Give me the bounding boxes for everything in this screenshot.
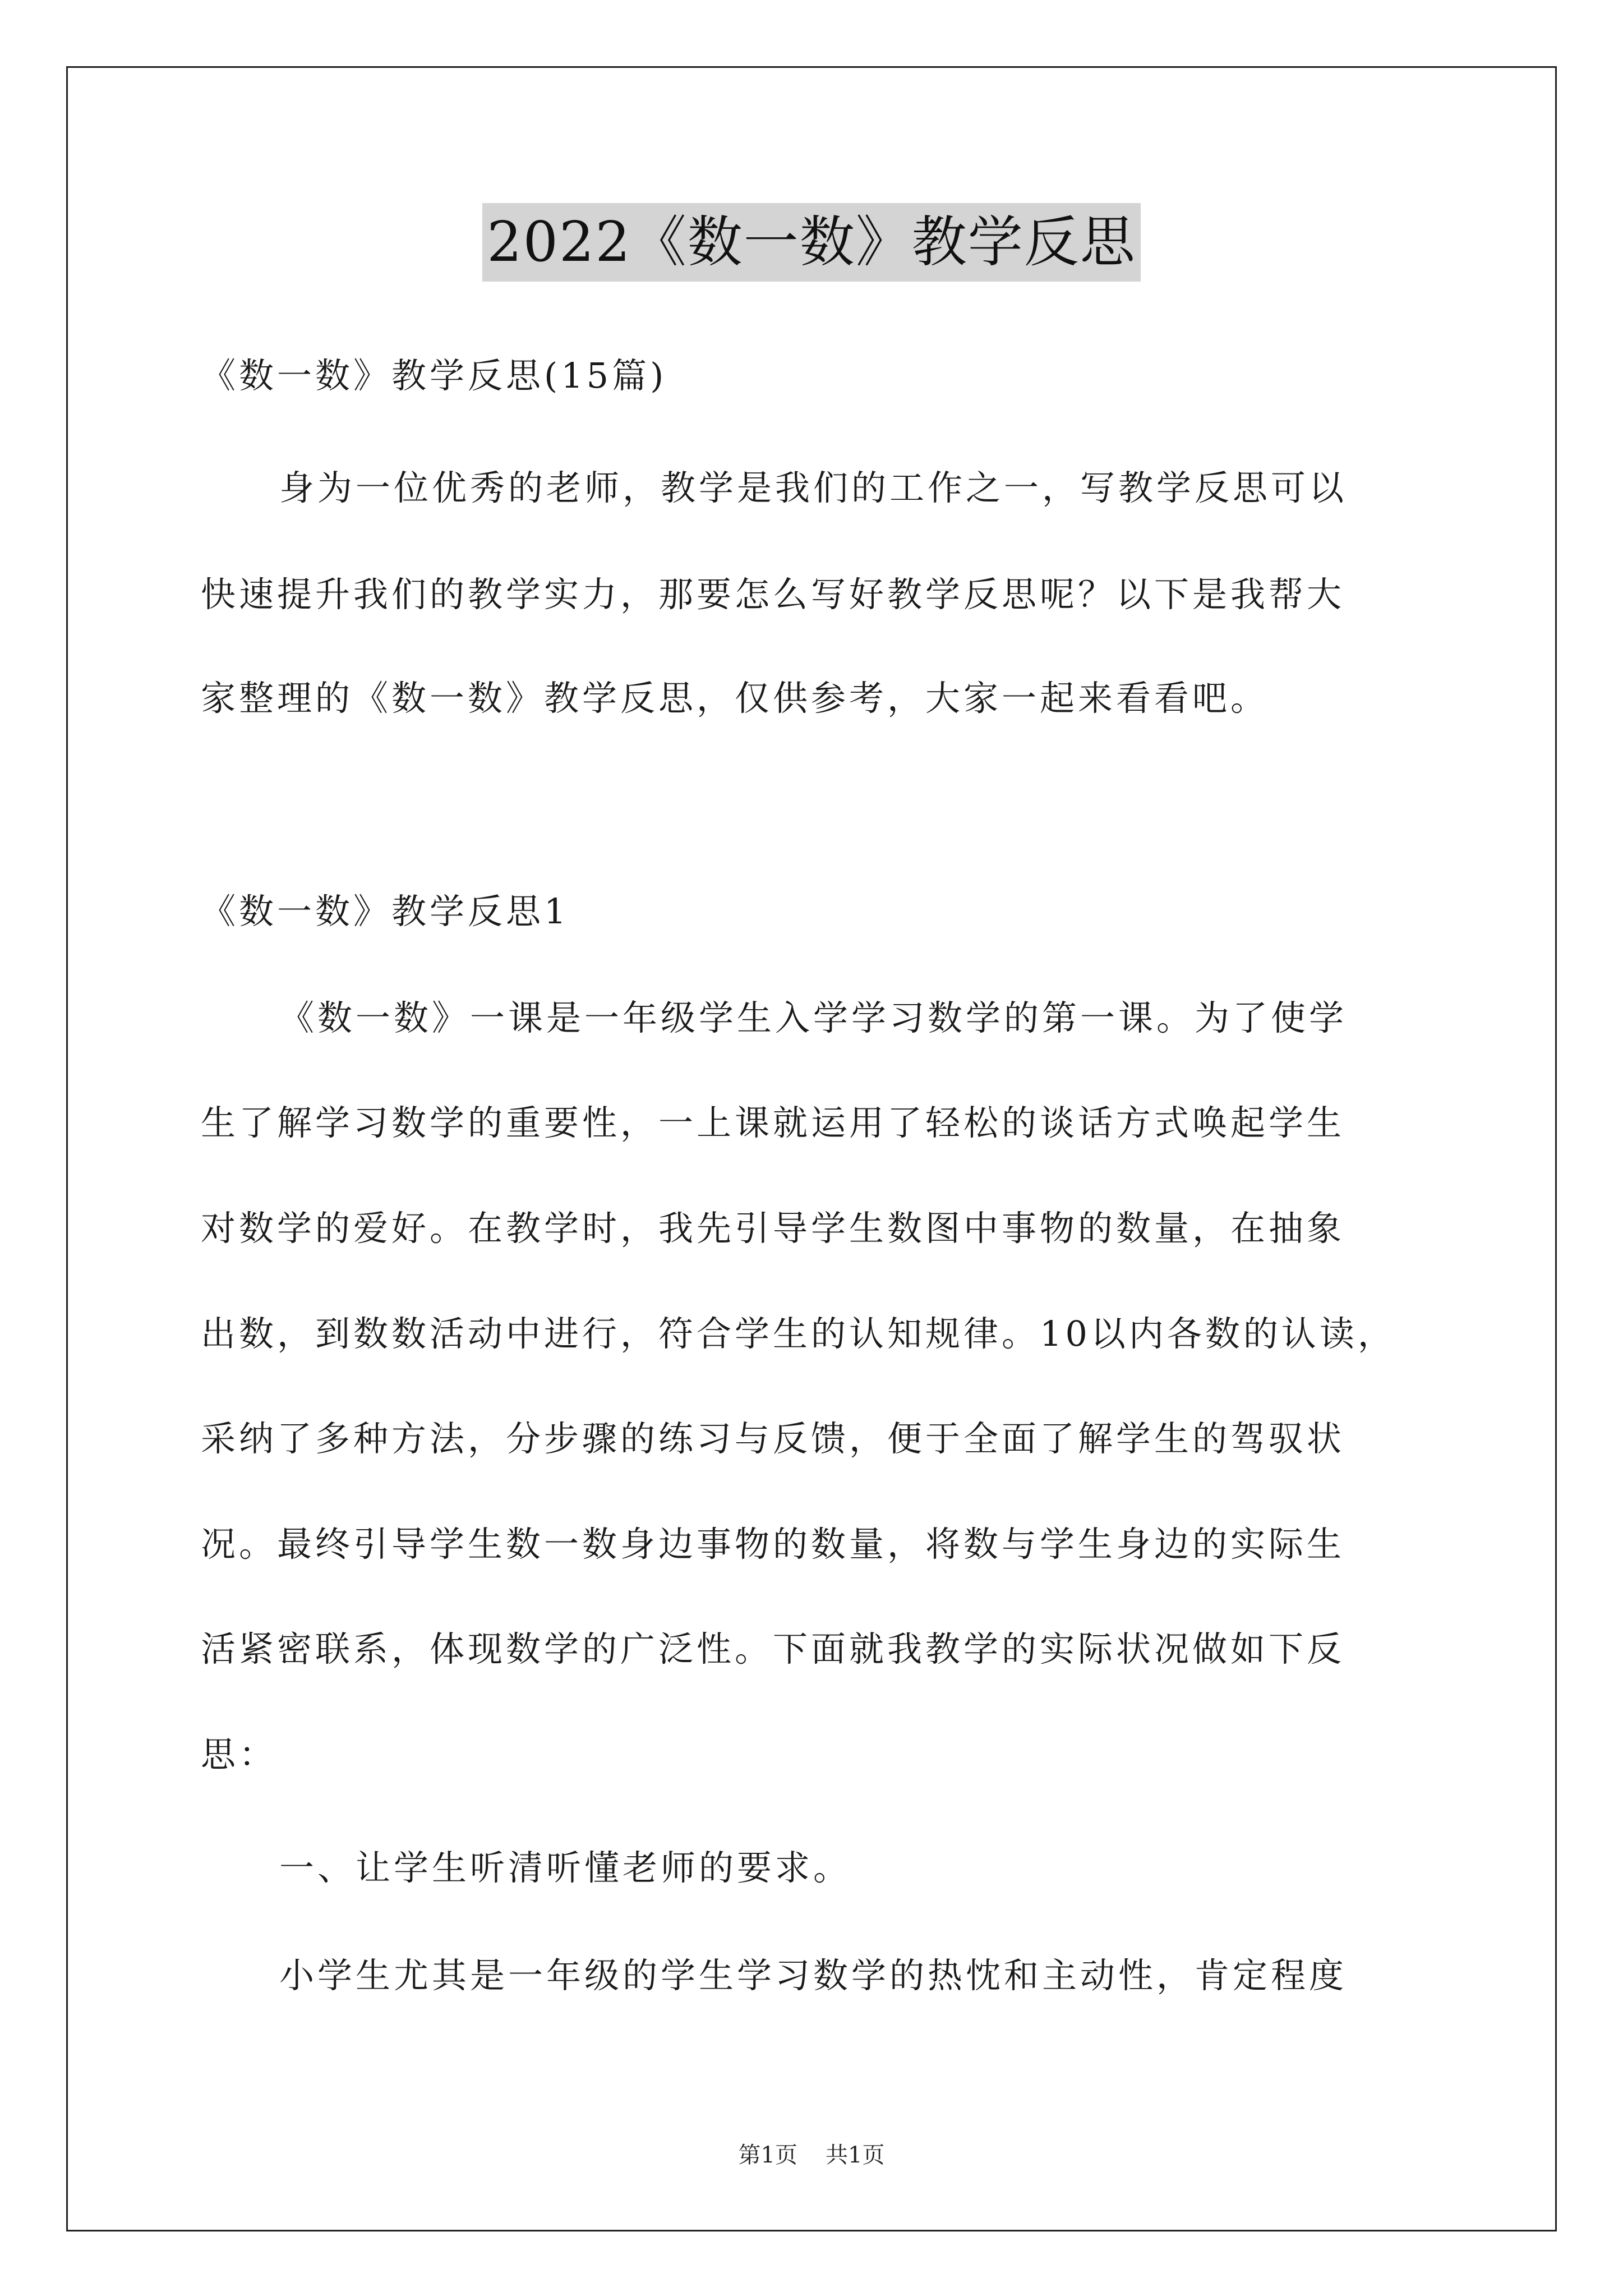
intro-line-2: 快速提升我们的教学实力，那要怎么写好教学反思呢？以下是我帮大 (201, 574, 1345, 615)
title-container (0, 203, 1623, 282)
section-heading: 《数一数》教学反思1 (201, 891, 570, 932)
document-subtitle: 《数一数》教学反思(15篇) (201, 355, 667, 396)
section-body-line-6: 况。最终引导学生数一数身边事物的数量，将数与学生身边的实际生 (201, 1524, 1345, 1565)
document-title: 2022《数一数》教学反思 (482, 203, 1140, 282)
point-1-heading: 一、让学生听清听懂老师的要求。 (279, 1847, 852, 1888)
page-footer (0, 2141, 1623, 2169)
section-body-line-5: 采纳了多种方法，分步骤的练习与反馈，便于全面了解学生的驾驭状 (201, 1418, 1345, 1459)
section-body-line-3: 对数学的爱好。在教学时，我先引导学生数图中事物的数量，在抽象 (201, 1208, 1345, 1249)
page-total: 共1页 (826, 2142, 885, 2168)
section-body-line-7: 活紧密联系，体现数学的广泛性。下面就我教学的实际状况做如下反 (201, 1628, 1345, 1669)
intro-line-1: 身为一位优秀的老师，教学是我们的工作之一，写教学反思可以 (279, 467, 1348, 508)
page-number: 第1页 (738, 2142, 797, 2168)
section-body-line-4: 出数，到数数活动中进行，符合学生的认知规律。10以内各数的认读， (201, 1313, 1396, 1354)
intro-line-3: 家整理的《数一数》教学反思，仅供参考，大家一起来看看吧。 (201, 678, 1269, 719)
section-body-line-2: 生了解学习数学的重要性，一上课就运用了轻松的谈话方式唤起学生 (201, 1102, 1345, 1143)
section-body-line-8: 思： (201, 1734, 278, 1775)
section-body-line-1: 《数一数》一课是一年级学生入学学习数学的第一课。为了使学 (279, 997, 1348, 1038)
point-1-body-line-1: 小学生尤其是一年级的学生学习数学的热忱和主动性，肯定程度 (279, 1955, 1348, 1996)
